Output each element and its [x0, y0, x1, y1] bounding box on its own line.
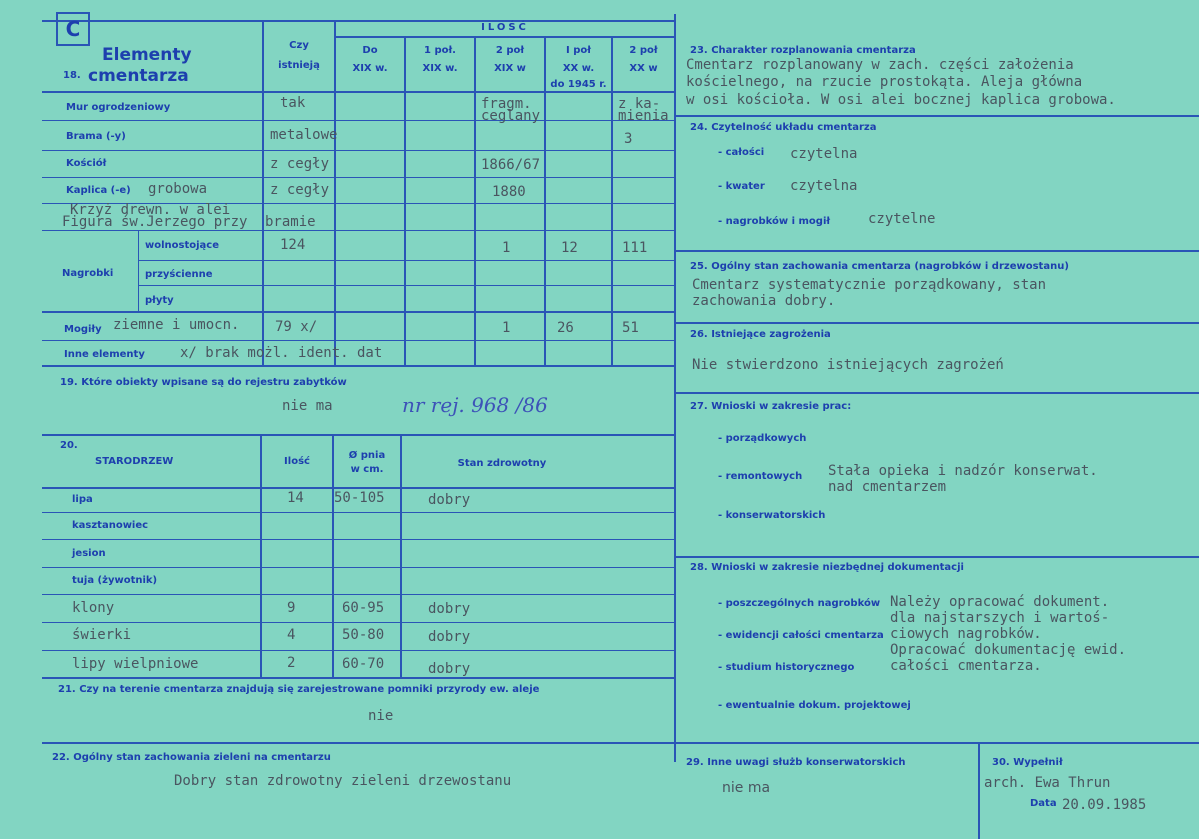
tree-name: jesion [72, 548, 106, 559]
tree-state: dobry [428, 629, 471, 645]
tree-state: dobry [428, 492, 471, 508]
s25-label: 25. Ogólny stan zachowania cmentarza (nagrobków i drzewostanu) [690, 261, 1069, 272]
row-line [42, 91, 674, 93]
row-line [42, 512, 674, 513]
tree-qty: 14 [287, 490, 304, 506]
kosciol-value: 1866/67 [481, 157, 541, 173]
mur-value: mienia [618, 108, 669, 124]
row-line [42, 340, 674, 341]
nagrobki-value: 111 [622, 240, 648, 256]
s27-item: - remontowych [718, 471, 803, 482]
s22-value: Dobry stan zdrowotny zieleni drzewostanu [174, 773, 512, 789]
s26-label: 26. Istniejące zagrożenia [690, 329, 831, 340]
mur-exists: tak [280, 95, 306, 111]
col-divider [978, 742, 980, 839]
s27-value: nad cmentarzem [828, 479, 947, 495]
s21-value: nie [368, 708, 394, 724]
brama-exists: metalowe [270, 127, 338, 143]
s23-label: 23. Charakter rozplanowania cmentarza [690, 45, 916, 56]
s24-calosci-label: - całości [718, 147, 765, 158]
mogily-type: ziemne i umocn. [113, 317, 240, 333]
col-divider [611, 36, 613, 365]
row-label-brama: Brama (-y) [66, 131, 126, 142]
s24-label: 24. Czytelność układu cmentarza [690, 122, 877, 133]
mogily-value: 1 [502, 320, 511, 336]
col-header: XX w. [562, 63, 595, 74]
s22-label: 22. Ogólny stan zachowania zieleni na cmentarzu [52, 752, 331, 763]
s20-col-diameter: w cm. [350, 464, 384, 475]
row-line [674, 392, 1199, 394]
mogily-exists: 79 x/ [275, 319, 318, 335]
s19-typed: nie ma [282, 398, 333, 414]
row-line [42, 677, 674, 679]
s19-handwritten-register: nr rej. 968 /86 [402, 393, 548, 417]
row-line [334, 36, 674, 38]
row-line [42, 487, 674, 489]
col-header: do 1945 r. [550, 79, 607, 90]
row-line [674, 322, 1199, 324]
col-exists-header: istnieją [278, 60, 320, 71]
col-header: 2 poł [629, 45, 658, 56]
s28-item: - ewentualnie dokum. projektowej [718, 700, 911, 711]
row-line [42, 177, 674, 178]
krzyz-line2: Figura św.Jerzego przy [62, 214, 248, 230]
row-label-kosciol: Kościół [66, 158, 107, 169]
s28-line: dla najstarszych i wartoś- [890, 610, 1110, 626]
kaplica-value: 1880 [492, 184, 526, 200]
s28-line: Opracować dokumentację ewid. [890, 642, 1127, 658]
s30-label: 30. Wypełnił [992, 757, 1063, 768]
s28-line: ciowych nagrobków. [890, 626, 1042, 642]
center-divider [674, 14, 676, 762]
s24-kwater-label: - kwater [718, 181, 765, 192]
s20-number: 20. [60, 440, 78, 451]
row-label-plyty: płyty [145, 295, 174, 306]
col-header: Do [362, 45, 378, 56]
s28-item: - poszczególnych nagrobków [718, 598, 881, 609]
krzyz-line1: Krzyż drewn. w alei [70, 202, 231, 218]
s20-col-state: Stan zdrowotny [457, 458, 547, 469]
row-line [42, 622, 674, 623]
s20-col-diameter: Ø pnia [348, 450, 386, 461]
s19-label: 19. Które obiekty wpisane są do rejestru zabytków [60, 377, 347, 388]
col-exists-header: Czy [289, 40, 309, 51]
row-line [42, 311, 674, 313]
s23-line: w osi kościoła. W osi alei bocznej kaplica grobowa. [686, 92, 1116, 108]
col-divider [404, 36, 406, 365]
row-line [674, 556, 1199, 558]
s24-nagrobkow-label: - nagrobków i mogił [718, 216, 831, 227]
s20-col-starodrzew: STARODRZEW [95, 456, 174, 467]
inne-value: x/ brak możl. ident. dat [180, 345, 383, 361]
section-number: 18. [63, 70, 81, 81]
mur-value: fragm. [481, 96, 532, 112]
form-letter-box: C [56, 12, 90, 46]
tree-qty: 9 [287, 600, 296, 616]
nagrobki-value: 1 [502, 240, 511, 256]
row-line [42, 650, 674, 651]
section-title-line2: cmentarza [88, 66, 189, 86]
col-divider [474, 36, 476, 365]
col-header: I poł [566, 45, 591, 56]
s27-value: Stała opieka i nadzór konserwat. [828, 463, 1098, 479]
col-divider [400, 434, 402, 677]
tree-qty: 4 [287, 627, 296, 643]
row-line [42, 434, 674, 436]
s28-item: - studium historycznego [718, 662, 855, 673]
nagrobki-value: 12 [561, 240, 578, 256]
row-label-wolnostojace: wolnostojące [145, 240, 220, 251]
s29-value: nie ma [722, 780, 771, 796]
kaplica-type: grobowa [148, 181, 208, 197]
row-label-mogily: Mogiły [64, 324, 102, 335]
mur-value: ceglany [481, 108, 541, 124]
s25-line: Cmentarz systematycznie porządkowany, stan [692, 277, 1047, 293]
s28-line: Należy opracować dokument. [890, 594, 1110, 610]
mogily-value: 51 [622, 320, 639, 336]
col-header: XX w [629, 63, 658, 74]
row-label-mur: Mur ogrodzeniowy [66, 102, 171, 113]
krzyz-exists: bramie [265, 214, 316, 230]
s28-line: całości cmentarza. [890, 658, 1042, 674]
row-line [674, 250, 1199, 252]
s23-line: kościelnego, na rzucie prostokąta. Aleja główna [686, 74, 1083, 90]
s25-line: zachowania dobry. [692, 293, 836, 309]
tree-state: dobry [428, 661, 471, 677]
row-label-inne: Inne elementy [64, 349, 145, 360]
row-line [42, 567, 674, 568]
col-header: XIX w. [422, 63, 458, 74]
tree-diameter: 50-105 [334, 490, 385, 506]
row-line [42, 742, 1199, 744]
col-divider [138, 230, 139, 311]
tree-name: świerki [72, 627, 132, 643]
s20-col-ilosc: Ilość [284, 456, 310, 467]
row-line [674, 115, 1199, 117]
row-line [42, 365, 674, 367]
tree-qty: 2 [287, 655, 296, 671]
s29-label: 29. Inne uwagi służb konserwatorskich [686, 757, 906, 768]
s28-item: - ewidencji całości cmentarza [718, 630, 884, 641]
tree-name: kasztanowiec [72, 520, 149, 531]
section-title-line1: Elementy [102, 45, 192, 65]
s24-kwater-value: czytelna [790, 178, 858, 194]
mogily-value: 26 [557, 320, 574, 336]
s30-value: arch. Ewa Thrun [984, 775, 1111, 791]
kosciol-exists: z cegły [270, 156, 330, 172]
s30-date-label: Data [1030, 798, 1057, 809]
s27-label: 27. Wnioski w zakresie prac: [690, 401, 852, 412]
row-line [42, 150, 674, 151]
tree-name: klony [72, 600, 115, 616]
s27-item: - konserwatorskich [718, 510, 826, 521]
row-label-nagrobki: Nagrobki [62, 268, 114, 279]
row-line [42, 230, 674, 231]
s28-label: 28. Wnioski w zakresie niezbędnej dokumentacji [690, 562, 964, 573]
tree-name: lipy wielpniowe [72, 656, 199, 672]
s23-line: Cmentarz rozplanowany w zach. części założenia [686, 57, 1074, 73]
s24-nagrobkow-value: czytelne [868, 211, 936, 227]
row-line [42, 539, 674, 540]
row-label-przyscienne: przyścienne [145, 269, 213, 280]
row-line [138, 285, 674, 286]
s24-calosci-value: czytelna [790, 146, 858, 162]
s21-label: 21. Czy na terenie cmentarza znajdują się zarejestrowane pomniki przyrody ew. aleje [58, 684, 540, 695]
tree-diameter: 60-95 [342, 600, 385, 616]
s27-item: - porządkowych [718, 433, 807, 444]
s30-date: 20.09.1985 [1062, 797, 1147, 813]
tree-state: dobry [428, 601, 471, 617]
s26-value: Nie stwierdzono istniejących zagrożeń [692, 357, 1004, 373]
col-header: XIX w. [352, 63, 388, 74]
quantity-header: ILOŚĆ [481, 22, 529, 33]
col-divider [260, 434, 262, 677]
nagrobki-exists: 124 [280, 237, 306, 253]
tree-diameter: 60-70 [342, 656, 385, 672]
row-line [42, 594, 674, 595]
row-label-kaplica: Kaplica (-e) [66, 185, 131, 196]
kaplica-exists: z cegły [270, 182, 330, 198]
brama-value: 3 [624, 131, 633, 147]
mur-value: z ka- [618, 96, 661, 112]
tree-name: lipa [72, 494, 93, 505]
col-header: XIX w [494, 63, 526, 74]
col-header: 1 poł. [424, 45, 456, 56]
tree-name: tuja (żywotnik) [72, 575, 158, 586]
row-line [42, 120, 674, 121]
row-line [138, 260, 674, 261]
col-header: 2 poł [495, 45, 525, 56]
tree-diameter: 50-80 [342, 627, 385, 643]
